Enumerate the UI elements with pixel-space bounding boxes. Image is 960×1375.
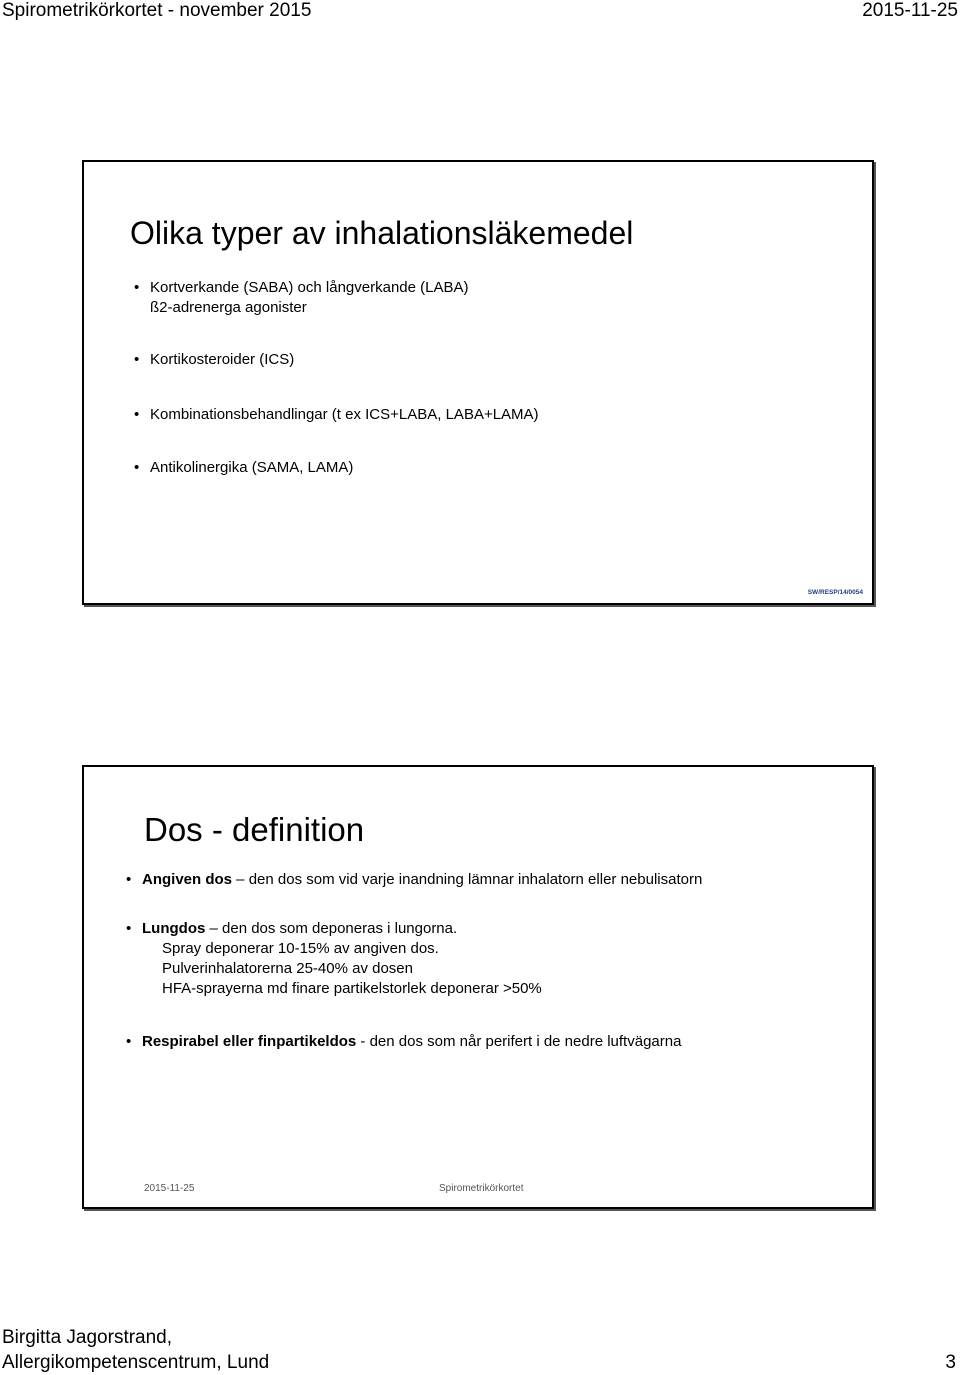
reference-code: SW/RESP/14/0054 [807, 589, 863, 596]
page-header [0, 0, 960, 24]
bullet-text: Kortverkande (SABA) och långverkande (LABA) [150, 279, 469, 296]
list-item [132, 405, 539, 425]
sub-line: Pulverinhalatorerna 25-40% av dosen [162, 960, 413, 977]
slide-1-bullet-list [132, 278, 539, 511]
header-date: 2015-11-25 [862, 0, 958, 21]
sub-line: Spray deponerar 10-15% av angiven dos. [162, 940, 439, 957]
slide-2-title: Dos - definition [144, 811, 365, 848]
bullet-term: Angiven dos [142, 871, 233, 888]
bullet-text: Antikolinergika (SAMA, LAMA) [150, 459, 354, 476]
list-item [124, 919, 702, 999]
bullet-term: Respirabel eller finpartikeldos [142, 1033, 357, 1050]
list-item [124, 870, 702, 890]
slide-1 [82, 160, 874, 605]
footer-organization: Allergikompetenscentrum, Lund [2, 1352, 270, 1373]
list-item [132, 350, 539, 370]
slide-footer-date: 2015-11-25 [144, 1183, 195, 1194]
list-item [132, 458, 539, 478]
bullet-text: - den dos som når perifert i de nedre luftvägarna [356, 1033, 682, 1050]
bullet-text: – den dos som vid varje inandning lämnar inhalatorn eller nebulisatorn [232, 871, 703, 888]
bullet-term: Lungdos [142, 920, 206, 937]
footer-author: Birgitta Jagorstrand, [2, 1327, 173, 1348]
slide-2-bullet-list [124, 870, 702, 1052]
list-item [124, 1032, 702, 1052]
bullet-text: Kortikosteroider (ICS) [150, 351, 295, 368]
slide-footer-text: Spirometrikörkortet [439, 1183, 524, 1194]
header-title: Spirometrikörkortet - november 2015 [2, 0, 312, 21]
slide-1-title: Olika typer av inhalationsläkemedel [130, 215, 634, 251]
page-number: 3 [945, 1352, 956, 1373]
bullet-text-continued: ß2-adrenerga agonister [150, 299, 307, 316]
slide-2 [82, 765, 874, 1209]
sub-line: HFA-sprayerna md finare partikelstorlek deponerar >50% [162, 980, 542, 997]
list-item [132, 278, 539, 318]
bullet-text: Kombinationsbehandlingar (t ex ICS+LABA, LABA+LAMA) [150, 406, 539, 423]
bullet-text: – den dos som deponeras i lungorna. [205, 920, 458, 937]
